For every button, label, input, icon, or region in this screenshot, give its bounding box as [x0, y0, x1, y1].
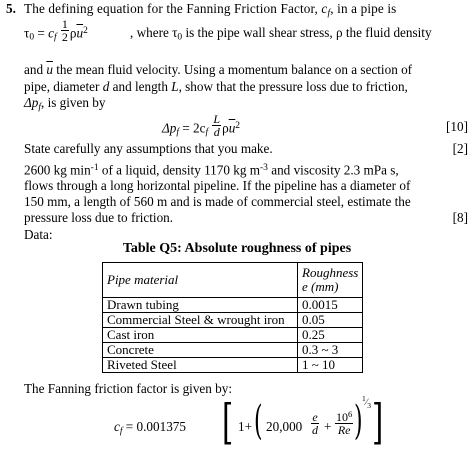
- tau-sub-2: 0: [177, 32, 183, 43]
- where-tau: , where τ: [130, 25, 178, 40]
- marks-part-3: [8]: [452, 210, 468, 225]
- problem-line-1: [24, 160, 468, 178]
- tau-symbol: τ: [24, 25, 30, 41]
- given-by-text: , is given by: [40, 95, 106, 110]
- mean-velocity-symbol-2: $\overline{u}$: [46, 62, 53, 77]
- cf-symbol: c: [321, 1, 328, 16]
- momentum-text: the mean fluid velocity. Using a momentum balance on a section of: [52, 62, 413, 77]
- intro-text: The defining equation for the Fanning Friction Factor,: [24, 1, 322, 16]
- half-denominator: 2: [61, 29, 68, 44]
- mean-velocity-symbol: $\overline{u}$: [76, 25, 84, 41]
- formula-cf-sub: f: [119, 426, 123, 437]
- intro-line-3: [24, 61, 468, 78]
- problem-line-3: [24, 193, 468, 210]
- exp-numerator: 1: [362, 394, 366, 403]
- pressure-loss-equation: [162, 111, 241, 142]
- left-paren: (: [254, 398, 263, 444]
- L-over-d-fraction: [212, 113, 221, 138]
- per-m3-sup: -3: [260, 163, 268, 173]
- right-paren: ): [354, 398, 363, 444]
- left-square-bracket: [: [222, 394, 234, 450]
- viscosity-text: and viscosity 2.3 mPa s,: [267, 162, 399, 178]
- problem-line-4: [24, 209, 468, 226]
- table-row: [103, 313, 363, 328]
- intro-text-end: , in a pipe is: [330, 1, 397, 16]
- million-over-re-fraction: [335, 408, 353, 436]
- question-number: 5.: [6, 1, 16, 16]
- six-exponent: 6: [348, 409, 353, 419]
- eq2-mean-velocity: $\overline{u}$: [228, 120, 236, 136]
- formula-one-plus: 1+: [238, 419, 253, 434]
- tau-equation: [24, 16, 88, 47]
- shear-stress-line: [24, 16, 468, 44]
- eq2-equals-2c: = 2c: [178, 120, 206, 136]
- table-row: [103, 358, 363, 373]
- per-min-sup: -1: [90, 163, 99, 173]
- data-label: Data:: [24, 227, 53, 242]
- header-roughness: [298, 263, 363, 298]
- cell-roughness: 1 ~ 10: [298, 358, 363, 373]
- cell-roughness: 0.25: [298, 328, 363, 343]
- exp-denominator: 3: [367, 400, 372, 410]
- cf-subscript: f: [327, 8, 331, 19]
- formula-plus: +: [324, 419, 332, 434]
- equals-sign: =: [34, 25, 49, 41]
- re-denominator: Re: [337, 422, 351, 437]
- d-denominator-2: d: [312, 423, 318, 437]
- cell-material: Cast iron: [103, 328, 298, 343]
- dimensions-text: 150 mm, a length of 560 m and is made of commercial steel, estimate the: [24, 194, 411, 209]
- marks-part-1: [10]: [446, 119, 468, 134]
- mass-flow-text: 2600 kg min: [24, 162, 91, 178]
- marks-part-2: [2]: [452, 141, 468, 156]
- roughness-table: [102, 262, 363, 373]
- eq2-delta-p-sub: f: [176, 127, 179, 138]
- pressure-loss-text: , show that the pressure loss due to friction,: [178, 79, 408, 94]
- right-square-bracket: ]: [372, 394, 384, 450]
- L-symbol: L: [171, 79, 179, 94]
- header-pipe-material: Pipe material: [103, 263, 298, 298]
- tau-subscript: 0: [29, 32, 35, 43]
- formula-constant: = 0.001375: [122, 419, 186, 434]
- header-roughness-label: Roughness: [302, 265, 359, 280]
- cell-roughness: 0.05: [298, 313, 363, 328]
- cell-material: Concrete: [103, 343, 298, 358]
- rho-symbol: ρ: [69, 25, 77, 41]
- eq2-delta-p: Δp: [162, 120, 177, 136]
- estimate-text: pressure loss due to friction.: [24, 210, 174, 225]
- table-row: [103, 298, 363, 313]
- table-title: Table Q5: Absolute roughness of pipes: [122, 241, 352, 256]
- cf-subscript-eq: f: [53, 32, 57, 43]
- formula-coefficient: 20,000: [266, 419, 303, 434]
- delta-p-symbol: Δp: [24, 95, 39, 110]
- fanning-formula: [114, 394, 384, 454]
- table-header-row: [103, 263, 363, 298]
- eq2-squared: 2: [235, 121, 241, 131]
- assumptions-text: State carefully any assumptions that you make.: [24, 141, 273, 156]
- million-numerator: [335, 408, 353, 424]
- table-row: [103, 328, 363, 343]
- intro-line-4: [24, 78, 468, 95]
- half-fraction: [61, 18, 69, 43]
- d-denominator: d: [213, 124, 220, 139]
- delta-p-subscript: f: [38, 102, 41, 113]
- eq2-rho: ρ: [222, 120, 229, 136]
- cell-roughness: 0.3 ~ 3: [298, 343, 363, 358]
- formula-intro: The Fanning friction factor is given by:: [24, 381, 233, 396]
- half-numerator: 1: [61, 16, 68, 31]
- eq2-cf-sub: f: [205, 127, 209, 138]
- assumptions-line: [24, 140, 468, 157]
- header-roughness-unit: e (mm): [302, 279, 339, 294]
- length-text: and length: [109, 79, 172, 94]
- and-text: and: [24, 62, 47, 77]
- L-numerator: L: [213, 111, 221, 126]
- table-row: [103, 343, 363, 358]
- cell-material: Commercial Steel & wrought iron: [103, 313, 298, 328]
- density-text: of a liquid, density 1170 kg m: [98, 162, 261, 178]
- formula-lhs: [114, 418, 186, 440]
- pipe-diameter-text: pipe, diameter: [24, 79, 103, 94]
- cell-material: Riveted Steel: [103, 358, 298, 373]
- cell-material: Drawn tubing: [103, 298, 298, 313]
- cell-roughness: 0.0015: [298, 298, 363, 313]
- pressure-loss-equation-line: [24, 113, 468, 139]
- exponent-one-third: $^1⁄_3$: [362, 394, 372, 410]
- pipeline-text: flows through a long horizontal pipeline. If the pipeline has a diameter of: [24, 178, 411, 193]
- problem-line-2: [24, 177, 468, 194]
- ten-base: 10: [336, 409, 348, 424]
- e-numerator: e: [312, 410, 318, 424]
- formula-cf: c: [114, 419, 120, 434]
- e-over-d-fraction: [311, 411, 319, 436]
- shear-stress-text: is the pipe wall shear stress, ρ the fluid density: [182, 25, 432, 40]
- cf-symbol-eq: c: [48, 25, 54, 41]
- d-symbol: d: [102, 79, 110, 94]
- velocity-squared: 2: [83, 26, 88, 36]
- tau-description: [130, 24, 432, 46]
